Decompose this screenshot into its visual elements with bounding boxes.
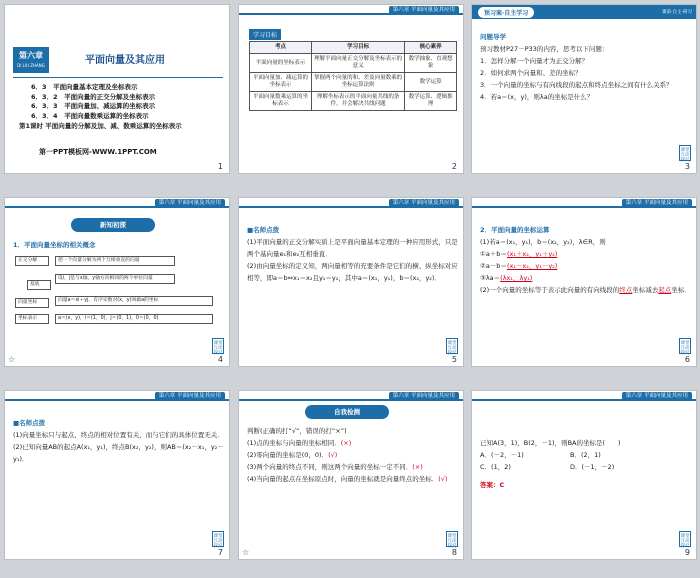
table-cell: 理解坐标表示的平面向量共线的条件，并会解决共线问题 bbox=[312, 92, 405, 111]
answer-fragment: 终点 bbox=[619, 286, 633, 294]
star-icon: ☆ bbox=[8, 355, 16, 364]
table-cell: 平面向量加、减运算的坐标表示 bbox=[250, 73, 312, 92]
section-label: 学习目标 bbox=[249, 29, 281, 40]
header-tag: 第六章 平面向量及其应用 bbox=[155, 199, 225, 207]
question-text: 已知A(3，1)，B(2，－1)，则BA的坐标是( ) bbox=[480, 439, 621, 447]
table-header: 学习目标 bbox=[312, 42, 405, 54]
table-row bbox=[250, 73, 457, 92]
slide-thumbnail-8[interactable] bbox=[238, 390, 464, 560]
slide-title: 平面向量及其应用 bbox=[85, 55, 165, 66]
section-list bbox=[19, 83, 182, 132]
slide-header bbox=[472, 5, 696, 19]
star-icon: ☆ bbox=[242, 548, 250, 557]
concept-box: 正交分解 bbox=[15, 256, 49, 266]
section-heading: 问题导学 bbox=[480, 33, 506, 41]
slide-header bbox=[472, 391, 696, 401]
question-item: 3．一个向量的坐标与有向线段的起点和终点坐标之间有什么关系？ bbox=[480, 81, 673, 89]
judgement-item bbox=[247, 473, 459, 485]
nav-badge[interactable]: 课堂 互动 探究 bbox=[679, 531, 691, 547]
judgement-item bbox=[247, 461, 459, 473]
intro-text: 预习教材P27－P33的内容，思考以下问题： bbox=[480, 45, 609, 53]
section-heading: ■名师点拨 bbox=[13, 419, 46, 427]
formula-lhs: ③λa＝ bbox=[480, 274, 501, 282]
slide-thumbnail-2[interactable] bbox=[238, 4, 464, 174]
slide-header bbox=[472, 198, 696, 208]
question-item: 1．怎样分解一个向量才为正交分解？ bbox=[480, 57, 589, 65]
nav-badge[interactable]: 课堂 互动 探究 bbox=[446, 338, 458, 354]
header-tag: 第六章 平面向量及其应用 bbox=[622, 392, 692, 400]
slide-header bbox=[239, 391, 463, 401]
statement: (4)当向量的起点在坐标原点时，向量的坐标就是向量终点的坐标． bbox=[247, 475, 439, 483]
answer-fragment: 起点 bbox=[658, 286, 672, 294]
table-cell: 数学运算、逻辑推理 bbox=[405, 92, 457, 111]
slide-number: 4 bbox=[217, 355, 223, 364]
table-row bbox=[250, 92, 457, 111]
slide-body bbox=[480, 437, 692, 491]
slide-thumbnail-7[interactable] bbox=[4, 390, 230, 560]
table-cell: 掌握两个向量的和、差及向量数乘的坐标运算法则 bbox=[312, 73, 405, 92]
slide-body bbox=[480, 31, 692, 103]
judgement-item bbox=[247, 449, 459, 461]
section-heading: 1．平面向量坐标的相关概念 bbox=[13, 241, 96, 249]
slide-number: 7 bbox=[217, 548, 223, 557]
watermark-text: 第一PPT模板网-WWW.1PPT.COM bbox=[39, 148, 157, 156]
slide-thumbnail-5[interactable] bbox=[238, 197, 464, 367]
slide-body bbox=[480, 224, 692, 296]
table-cell: 数学抽象、直观想象 bbox=[405, 54, 457, 73]
table-header-row bbox=[250, 42, 457, 54]
header-subtitle: 课前·自主·研习 bbox=[662, 10, 692, 15]
section-banner: 自我检测 bbox=[305, 405, 389, 419]
formula-rhs: (λx₁，λy₁) bbox=[500, 274, 533, 282]
header-tag: 预习案·自主学习 bbox=[478, 7, 534, 18]
table-cell: 理解平面向量正交分解及坐标表示的意义 bbox=[312, 54, 405, 73]
concept-box: 向量坐标 bbox=[15, 298, 49, 308]
nav-badge[interactable]: 课堂 互动 探究 bbox=[679, 145, 691, 161]
formula-row bbox=[480, 272, 692, 284]
text-fragment: 坐标． bbox=[671, 286, 691, 294]
slide-header bbox=[239, 198, 463, 208]
nav-badge[interactable]: 课堂 互动 探究 bbox=[212, 338, 224, 354]
slide-thumbnail-4[interactable] bbox=[4, 197, 230, 367]
slide-thumbnail-3[interactable] bbox=[471, 4, 697, 174]
question-item: 4．若a＝(x，y)，则λa的坐标是什么？ bbox=[480, 93, 594, 101]
table-header: 考点 bbox=[250, 42, 312, 54]
section-item: 第1课时 平面向量的分解及加、减、数乘运算的坐标表示 bbox=[19, 122, 182, 130]
section-heading: ■名师点拨 bbox=[247, 226, 280, 234]
question-item: 2．如何求两个向量和、差的坐标？ bbox=[480, 69, 582, 77]
formula-lhs: ②a－b＝ bbox=[480, 262, 507, 270]
table-cell: 数学运算 bbox=[405, 73, 457, 92]
text-fragment: 坐标减去 bbox=[632, 286, 659, 294]
option: A．(－2，－1) bbox=[480, 451, 524, 459]
concept-desc: 把一个向量分解为两个互相垂直的向量 bbox=[55, 256, 175, 266]
concept-desc: 设i，j是与x轴、y轴方向相同的两个单位向量 bbox=[55, 274, 175, 284]
header-tag: 第六章 平面向量及其应用 bbox=[389, 392, 459, 400]
divider bbox=[13, 77, 223, 78]
statement: (2)零向量的坐标是(0，0)． bbox=[247, 451, 329, 459]
slide-thumbnail-6[interactable] bbox=[471, 197, 697, 367]
chapter-en-label: DI LIU ZHANG bbox=[17, 63, 45, 68]
paragraph: (1)若a＝(x₁，y₁)，b＝(x₂，y₂)，λ∈R，则 bbox=[480, 238, 606, 246]
slide-number: 3 bbox=[684, 162, 690, 171]
table-header: 核心素养 bbox=[405, 42, 457, 54]
paragraph: (1)平面向量的正交分解实质上是平面向量基本定理的一种应用形式，只是两个基向量e₁和e₂互相垂直． bbox=[247, 238, 458, 258]
slide-number: 5 bbox=[451, 355, 457, 364]
answer-mark: (×) bbox=[340, 439, 352, 447]
table-cell: 平面向量的坐标表示 bbox=[250, 54, 312, 73]
answer-mark: (√) bbox=[328, 451, 338, 459]
chapter-badge bbox=[13, 47, 49, 73]
intro-text: 判断(正确的打“√”，错误的打“×”) bbox=[247, 427, 347, 435]
section-banner: 新知初探 bbox=[71, 218, 155, 232]
objectives-table bbox=[249, 41, 457, 111]
answer-text: 答案：C bbox=[480, 481, 505, 489]
section-item: 6．3．4 平面向量数乘运算的坐标表示 bbox=[31, 111, 149, 120]
slide-number: 8 bbox=[451, 548, 457, 557]
formula-row bbox=[480, 248, 692, 260]
slide-number: 1 bbox=[217, 162, 223, 171]
paragraph bbox=[480, 284, 692, 296]
slide-number: 9 bbox=[684, 548, 690, 557]
slide-body bbox=[13, 417, 225, 465]
statement: (1)点的坐标与向量的坐标相同． bbox=[247, 439, 341, 447]
slide-header bbox=[5, 391, 229, 401]
concept-desc: 向量a＝xi＋yj，有序实数对(x，y)叫做a的坐标 bbox=[55, 296, 213, 306]
option: B．(2，1) bbox=[570, 451, 601, 459]
nav-badge[interactable]: 课堂 互动 探究 bbox=[446, 531, 458, 547]
slide-thumbnail-1[interactable] bbox=[4, 4, 230, 174]
judgement-item bbox=[247, 437, 459, 449]
header-tag: 第六章 平面向量及其应用 bbox=[155, 392, 225, 400]
formula-lhs: ①a＋b＝ bbox=[480, 250, 507, 258]
paragraph: (2)已知向量AB的起点A(x₁，y₁)，终点B(x₂，y₂)，则AB＝(x₂－x₁，y₂－y₁)． bbox=[13, 443, 224, 463]
slide-number: 6 bbox=[684, 355, 690, 364]
slide-number: 2 bbox=[451, 162, 457, 171]
section-heading: 2．平面向量的坐标运算 bbox=[480, 226, 550, 234]
slide-thumbnail-9[interactable] bbox=[471, 390, 697, 560]
concept-box: 坐标表示 bbox=[15, 314, 49, 324]
paragraph: (2)由向量坐标的定义知，两向量相等的充要条件是它们的横、纵坐标对应相等，即a＝b⇔x₁＝x₂且y₁＝y₂，其中a＝(x₁，y₁)，b＝(x₂，y₂)． bbox=[247, 262, 458, 282]
option: D．(－1，－2) bbox=[570, 463, 615, 471]
formula-rhs: (x₁＋x₂，y₁＋y₂) bbox=[506, 250, 558, 258]
section-item: 6．3．2 平面向量的正交分解及坐标表示 bbox=[31, 92, 156, 101]
section-item: 6．3 平面向量基本定理及坐标表示 bbox=[31, 83, 138, 91]
slide-header bbox=[239, 5, 463, 15]
chapter-label: 第六章 bbox=[19, 51, 43, 60]
slide-body bbox=[247, 224, 459, 284]
header-tag: 第六章 平面向量及其应用 bbox=[622, 199, 692, 207]
header-tag: 第六章 平面向量及其应用 bbox=[389, 199, 459, 207]
paragraph: (1)向量坐标只与起点、终点的相对位置有关，而与它们的具体位置无关． bbox=[13, 431, 224, 439]
statement: (3)两个向量的终点不同，则这两个向量的坐标一定不同． bbox=[247, 463, 413, 471]
options-row bbox=[480, 461, 692, 473]
options-row bbox=[480, 449, 692, 461]
formula-row bbox=[480, 260, 692, 272]
answer-mark: (√) bbox=[438, 475, 448, 483]
formula-rhs: (x₁－x₂，y₁－y₂) bbox=[506, 262, 558, 270]
table-cell: 平面向量数乘运算的坐标表示 bbox=[250, 92, 312, 111]
header-tag: 第六章 平面向量及其应用 bbox=[389, 6, 459, 14]
section-item: 6．3．3 平面向量加、减运算的坐标表示 bbox=[31, 102, 156, 110]
nav-badge[interactable]: 课堂 互动 探究 bbox=[212, 531, 224, 547]
text-fragment: (2)一个向量的坐标等于表示此向量的有向线段的 bbox=[480, 286, 620, 294]
answer-mark: (×) bbox=[412, 463, 423, 471]
slide-header bbox=[5, 198, 229, 208]
slide-body bbox=[247, 425, 459, 485]
concept-box: 基底 bbox=[27, 280, 51, 290]
concept-desc: a＝(x，y)，i＝(1，0)，j＝(0，1)，0＝(0，0) bbox=[55, 314, 213, 324]
option: C．(1，2) bbox=[480, 463, 511, 471]
nav-badge[interactable]: 课堂 互动 探究 bbox=[679, 338, 691, 354]
table-row bbox=[250, 54, 457, 73]
